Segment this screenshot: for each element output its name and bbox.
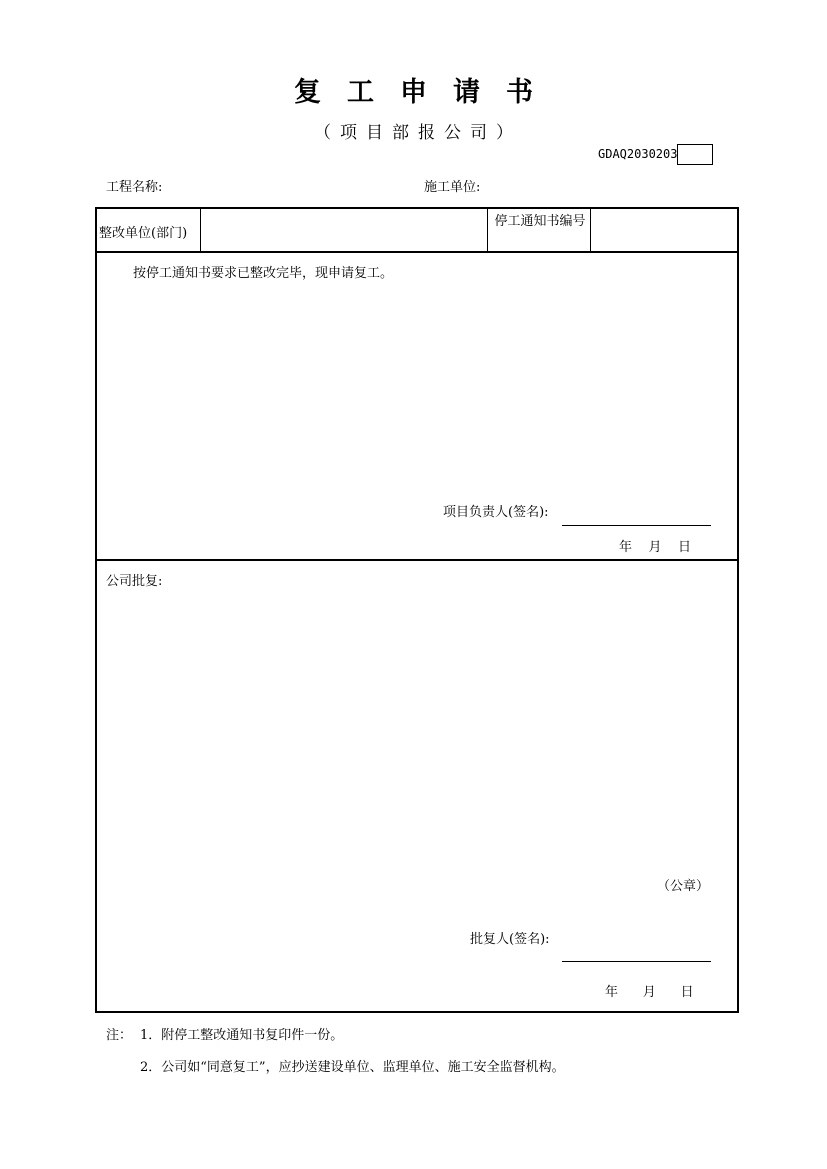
rectify-unit-label: 整改单位(部门) [99,226,188,241]
seal-label: （公章） [657,879,710,894]
divider [95,251,739,253]
project-lead-signature-line[interactable] [562,525,711,526]
approver-signature-line[interactable] [562,961,711,962]
divider [487,209,488,251]
construction-unit-label: 施工单位: [424,180,481,195]
date-label-2: 年 月 日 [605,985,694,1000]
date-label-1: 年 月 日 [619,540,692,555]
rectify-unit-field[interactable] [201,209,487,251]
stop-notice-no-label: 停工通知书编号 [494,214,586,229]
form-table [95,207,739,1013]
application-text: 按停工通知书要求已整改完毕，现申请复工。 [133,266,394,281]
company-approval-label: 公司批复: [106,574,163,589]
approver-sign-label: 批复人(签名): [470,932,550,947]
form-code-box[interactable] [677,144,713,165]
form-code: GDAQ2030203 [598,147,678,161]
stop-notice-no-field[interactable] [591,209,737,251]
divider [95,559,739,561]
note-2: 2．公司如“同意复工”，应抄送建设单位、监理单位、施工安全监督机构。 [140,1060,565,1075]
page-title: 复工申请书 [294,77,559,108]
project-name-label: 工程名称: [106,180,163,195]
notes-prefix: 注： [106,1028,133,1043]
note-1: 1．附停工整改通知书复印件一份。 [140,1028,344,1043]
project-lead-sign-label: 项目负责人(签名): [443,505,549,520]
page-subtitle: （项目部报公司） [314,123,522,143]
